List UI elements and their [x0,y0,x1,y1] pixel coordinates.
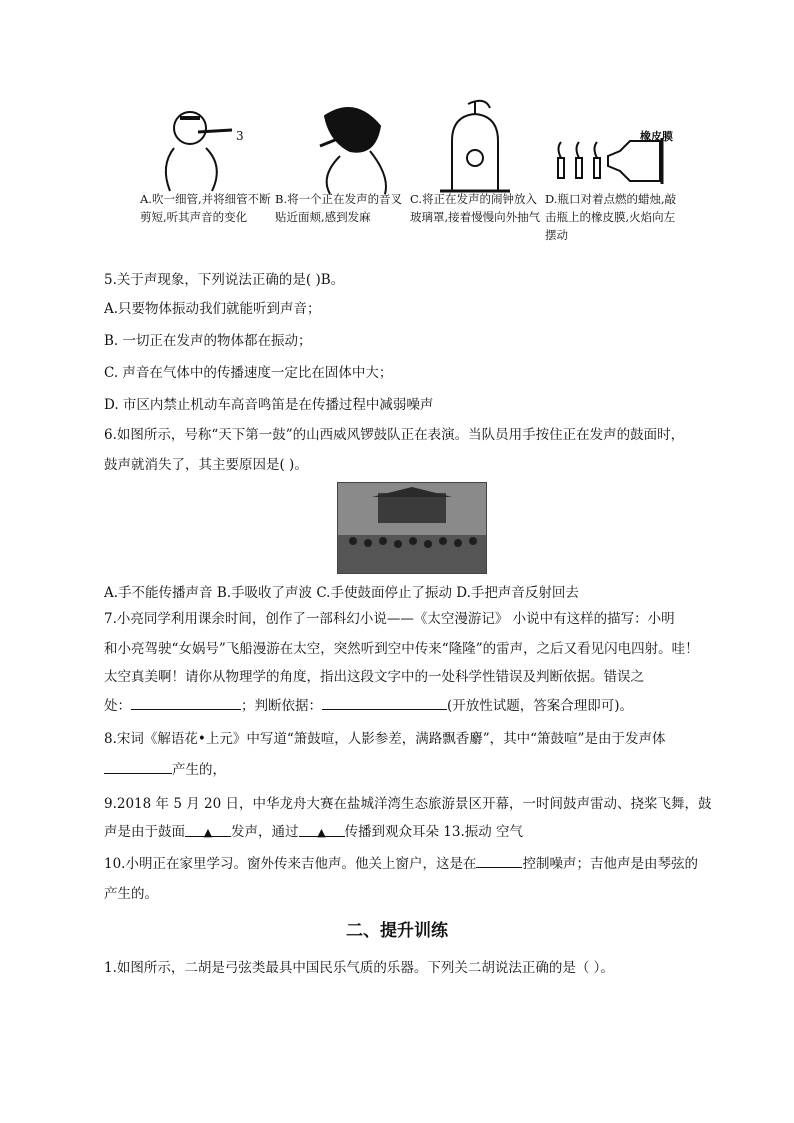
q5-stem: 5.关于声现象，下列说法正确的是( )B。 [104,272,345,288]
q5-option-a: A.只要物体振动我们就能听到声音； [104,301,321,317]
q7-basis-prefix: ；判断依据： [241,698,322,714]
triangle-mark-icon: ▲ [317,826,326,839]
q8-blank[interactable] [104,759,172,774]
q10-line1 [104,853,698,874]
q8-line1: 8.宋词《解语花•上元》中写道“箫鼓喧，人影参差，满路飘香麝”，其中“箫鼓喧”是由于发声体 [104,731,666,747]
q5-option-b: B. 一切正在发声的物体都在振动； [104,333,312,349]
q8-line2-text: 产生的， [172,762,226,778]
q9-text-b: 发声，通过 [231,824,299,840]
rubber-membrane-label: 橡皮膜 [640,130,673,143]
drum-team-photo [337,482,487,574]
q7-note: (开放性试题，答案合理即可)。 [447,698,634,714]
triangle-mark-icon: ▲ [203,826,213,839]
figure-caption-c: C.将正在发声的闹钟放入玻璃罩,接着慢慢向外抽气 [410,192,541,224]
q7-line3: 太空真美啊！请你从物理学的角度，指出这段文字中的一处科学性错误及判断依据。错误之 [104,669,644,685]
q5-option-c: C. 声音在气体中的传播速度一定比在固体中大； [104,365,393,381]
q5-option-d: D. 市区内禁止机动车高音鸣笛是在传播过程中减弱噪声 [104,397,434,413]
figure-caption-a: A.吹一细管,并将细管不断剪短,听其声音的变化 [140,192,271,224]
q7-error-prefix: 处： [104,698,131,714]
q9-text-a: 声是由于鼓面 [104,824,185,840]
figure-a-man-blowing-tube [166,112,244,191]
q7-error-blank[interactable] [131,695,241,710]
q9-line2 [104,822,523,842]
q9-text-c: 传播到观众耳朵 13.振动 空气 [344,824,524,840]
q7-line1: 7.小亮同学利用课余时间，创作了一部科幻小说——《太空漫游记》 小说中有这样的描写：小明 [104,611,675,627]
q9-blank-1[interactable] [185,822,231,837]
q9-blank-2[interactable] [299,822,345,837]
q7-basis-blank[interactable] [322,695,447,710]
q9-line1: 9.2018 年 5 月 20 日，中华龙舟大赛在盐城洋湾生态旅游景区开幕，一时间鼓声雷动、挠桨飞舞，鼓 [104,796,712,812]
svg-text:3: 3 [236,129,244,143]
figure-c-bell-jar [440,101,510,191]
q8-line2 [104,759,226,780]
figure-d-bottle-candles [558,138,662,184]
section2-q1: 1.如图所示，二胡是弓弦类最具中国民乐气质的乐器。下列关二胡说法正确的是（ ）。 [104,960,614,976]
figure-b-girl-tuning-fork [320,108,386,194]
q10-line2: 产生的。 [104,886,158,902]
sound-experiments-figure [140,96,690,196]
q6-line1: 6.如图所示，号称“天下第一鼓”的山西威风锣鼓队正在表演。当队员用手按住正在发声的鼓面时， [104,427,685,443]
q6-line2: 鼓声就消失了，其主要原因是( )。 [104,457,308,473]
q10-text-a: 10.小明正在家里学习。窗外传来吉他声。他关上窗户，这是在 [104,856,477,872]
q7-line2: 和小亮驾驶“女娲号”飞船漫游在太空，突然听到空中传来“隆隆”的雷声，之后又看见闪电四射。哇！ [104,641,699,657]
figure-caption-b: B.将一个正在发声的音叉贴近面颊,感到发麻 [275,192,403,224]
section-title: 二、提升训练 [346,921,448,941]
figure-caption-d: D.瓶口对着点燃的蜡烛,敲击瓶上的橡皮膜,火焰向左摆动 [545,192,677,242]
q7-line4 [104,695,633,716]
q6-options: A.手不能传播声音 B.手吸收了声波 C.手使鼓面停止了振动 D.手把声音反射回去 [104,585,579,601]
q10-text-b: 控制噪声；吉他声是由琴弦的 [522,856,698,872]
q10-blank-1[interactable] [476,853,522,868]
